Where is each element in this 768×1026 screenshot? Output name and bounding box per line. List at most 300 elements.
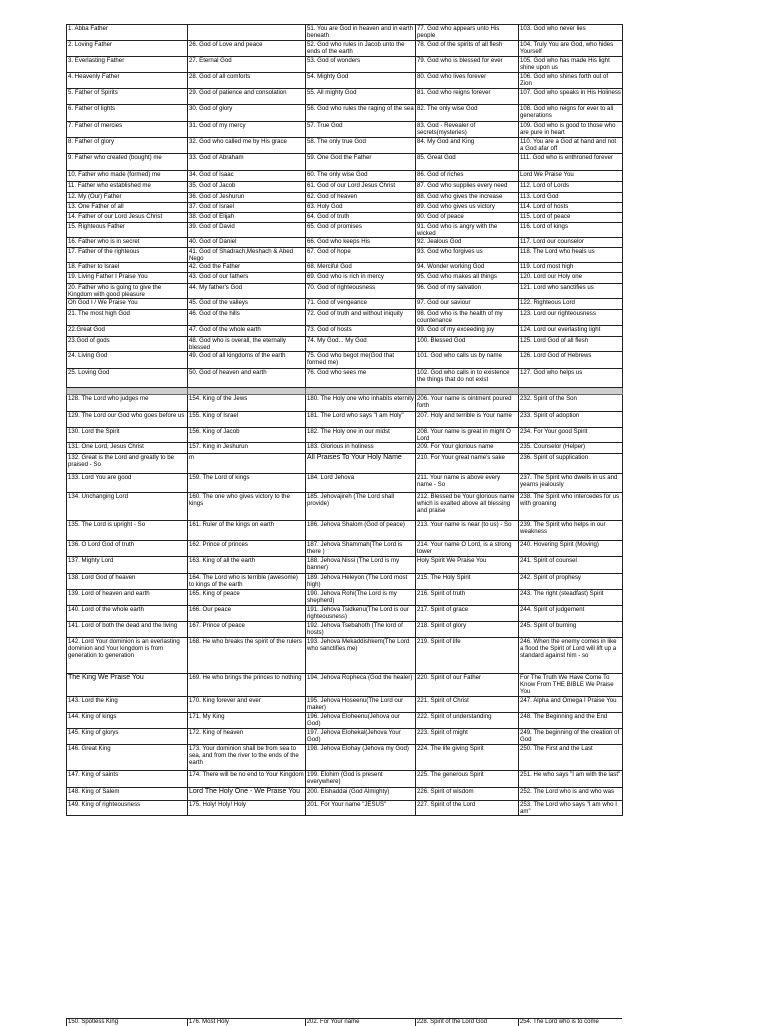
table-row bbox=[67, 182, 623, 193]
table-cell: 125. Lord God of all flesh bbox=[519, 337, 623, 352]
footer-cell: 150. Spotless King bbox=[66, 1019, 187, 1026]
table-cell: 112. Lord of Lords bbox=[519, 182, 623, 193]
table-cell: 4. Heavenly Father bbox=[67, 73, 188, 89]
table-cell: 27. Eternal God bbox=[188, 57, 306, 73]
table-cell: 24. Living God bbox=[67, 352, 188, 369]
table-cell: 20. Father who is going to give the Kingdom with good pleasure bbox=[67, 284, 188, 299]
table-cell: 133. Lord You are good bbox=[67, 474, 188, 493]
table-cell: 252. The Lord who is and who was bbox=[519, 788, 623, 801]
table-cell: 48. God who is overall, the eternally blessed bbox=[188, 337, 306, 352]
table-cell: 103. God who never lies bbox=[519, 25, 623, 41]
table-cell: 114. Lord of hosts bbox=[519, 203, 623, 213]
table-cell: 113. Lord God bbox=[519, 193, 623, 203]
table-cell: 67. God of hope bbox=[306, 248, 416, 263]
table-cell: 82. The only wise God bbox=[416, 105, 519, 122]
table-cell: 59. One God the Father bbox=[306, 154, 416, 171]
table-row bbox=[67, 801, 623, 816]
table-cell: 236. Spirit of supplication bbox=[519, 454, 623, 474]
table-cell: 227. Spirit of the Lord bbox=[416, 801, 519, 816]
section-separator bbox=[67, 388, 623, 395]
table-cell: 60. The only wise God bbox=[306, 171, 416, 182]
table-cell: 55. All mighty God bbox=[306, 89, 416, 105]
table-cell: 38. God of Elijah bbox=[188, 213, 306, 223]
table-cell: 182. The Holy one in our midst bbox=[306, 428, 416, 443]
table-row bbox=[67, 193, 623, 203]
table-row bbox=[67, 263, 623, 273]
table-cell: 29. God of patience and consolation bbox=[188, 89, 306, 105]
table-cell: 191. Jehova Tsidkenu(The Lord is our righteousness) bbox=[306, 606, 416, 622]
table-cell: 184. Lord Jehova bbox=[306, 474, 416, 493]
table-cell: 173. Your dominion shall be from sea to sea, and from the river to the ends of the earth bbox=[188, 745, 306, 771]
table-cell: 58. The only true God bbox=[306, 138, 416, 154]
table-cell: 86. God of riches bbox=[416, 171, 519, 182]
table-cell: 90. God of peace bbox=[416, 213, 519, 223]
table-row bbox=[67, 590, 623, 606]
table-row bbox=[67, 352, 623, 369]
table-cell bbox=[188, 25, 306, 41]
table-row bbox=[67, 541, 623, 557]
table-row bbox=[67, 606, 623, 622]
table-cell: 169. He who brings the princes to nothing bbox=[188, 674, 306, 697]
table-row bbox=[67, 326, 623, 337]
table-cell: 49. God of all kingdoms of the earth bbox=[188, 352, 306, 369]
table-cell: 33. God of Abraham bbox=[188, 154, 306, 171]
table-cell: 241. Spirit of counsel bbox=[519, 557, 623, 574]
table-cell: 37. God of Israel bbox=[188, 203, 306, 213]
table-cell: 62. God of heaven bbox=[306, 193, 416, 203]
table-cell: 147. King of saints bbox=[67, 771, 188, 788]
table-row bbox=[67, 674, 623, 697]
table-cell: 212. Blessed be Your glorious name which is exalted above all blessing and praise bbox=[416, 493, 519, 521]
table-row bbox=[67, 713, 623, 729]
table-cell: 126. Lord God of Hebrews bbox=[519, 352, 623, 369]
table-cell: 73. God of hosts bbox=[306, 326, 416, 337]
table-cell: 57. True God bbox=[306, 122, 416, 138]
table-cell: 192. Jehova Tsebahoth (The lord of hosts) bbox=[306, 622, 416, 638]
table-row bbox=[67, 284, 623, 299]
table-cell: 170. King forever and ever bbox=[188, 697, 306, 713]
table-cell: 223. Spirit of might bbox=[416, 729, 519, 745]
table-cell: 165. King of peace bbox=[188, 590, 306, 606]
table-cell: 220. Spirit of our Father bbox=[416, 674, 519, 697]
table-cell: 221. Spirit of Christ bbox=[416, 697, 519, 713]
table-cell: 232. Spirit of the Son bbox=[519, 395, 623, 412]
table-row bbox=[67, 428, 623, 443]
table-cell: 42. God the Father bbox=[188, 263, 306, 273]
table-cell: 183. Glorious in holiness bbox=[306, 443, 416, 454]
table-cell: 21. The most high God bbox=[67, 310, 188, 326]
table-cell: 18. Father to Israel bbox=[67, 263, 188, 273]
table-cell: 12. My (Our) Father bbox=[67, 193, 188, 203]
table-cell: 50. God of heaven and earth bbox=[188, 369, 306, 388]
table-cell: 193. Jehova Mekaddishkem(The Lord who sanctifies me) bbox=[306, 638, 416, 674]
table-cell: 94. Wonder working God bbox=[416, 263, 519, 273]
table-cell: 80. God who lives forever bbox=[416, 73, 519, 89]
table-cell: 71. God of vengeance bbox=[306, 299, 416, 310]
table-cell: 141. Lord of both the dead and the living bbox=[67, 622, 188, 638]
table-row bbox=[67, 171, 623, 182]
table-cell: 237. The Spirit who dwells in us and yearns jealously bbox=[519, 474, 623, 493]
table-row bbox=[67, 122, 623, 138]
table-cell: 109. God who is good to those who are pure in heart bbox=[519, 122, 623, 138]
table-cell: 88. God who gives the increase bbox=[416, 193, 519, 203]
table-cell: 8. Father of glory bbox=[67, 138, 188, 154]
table-cell: 216. Spirit of truth bbox=[416, 590, 519, 606]
table-cell: 160. The one who gives victory to the kings bbox=[188, 493, 306, 521]
table-cell: 9. Father who created (bought) me bbox=[67, 154, 188, 171]
table-cell: 111. God who is enthroned forever bbox=[519, 154, 623, 171]
table-cell: 249. The beginning of the creation of God bbox=[519, 729, 623, 745]
table-row bbox=[67, 248, 623, 263]
table-cell: 209. For Your glorious name bbox=[416, 443, 519, 454]
table-cell: 253. The Lord who says "I am who I am" bbox=[519, 801, 623, 816]
table-cell: Lord We Praise You bbox=[519, 171, 623, 182]
table-cell: 22.Great God bbox=[67, 326, 188, 337]
table-row bbox=[67, 395, 623, 412]
table-cell: 10. Father who made (formed) me bbox=[67, 171, 188, 182]
table-cell: 145. King of glorys bbox=[67, 729, 188, 745]
table-cell: 118. The Lord who heals us bbox=[519, 248, 623, 263]
table-cell: For The Truth We Have Come To Know From THE BIBLE We Praise You bbox=[519, 674, 623, 697]
table-cell: 54. Mighty God bbox=[306, 73, 416, 89]
table-cell: 240. Hovering Spirit (Moving) bbox=[519, 541, 623, 557]
table-cell: 84. My God and King bbox=[416, 138, 519, 154]
table-cell: 76. God who sees me bbox=[306, 369, 416, 388]
table-cell: 233. Spirit of adoption bbox=[519, 412, 623, 428]
table-cell: 23.God of gods bbox=[67, 337, 188, 352]
table-cell: 1. Abba Father bbox=[67, 25, 188, 41]
table-cell: 70. God of righteousness bbox=[306, 284, 416, 299]
table-cell: 66. God who keeps His bbox=[306, 238, 416, 248]
table-cell: 26. God of Love and peace bbox=[188, 41, 306, 57]
table-row bbox=[67, 574, 623, 590]
table-row bbox=[67, 697, 623, 713]
table-cell: 61. God of our Lord Jesus Christ bbox=[306, 182, 416, 193]
table-cell: 207. Holy and terrible is Your name bbox=[416, 412, 519, 428]
table-cell: 41. God of Shadrach,Meshach & Abed Nego bbox=[188, 248, 306, 263]
table-cell: 52. God who rules in Jacob unto the ends of the earth bbox=[306, 41, 416, 57]
table-row bbox=[67, 557, 623, 574]
table-cell: 3. Everlasting Father bbox=[67, 57, 188, 73]
table-cell: 235. Counselor (Helper) bbox=[519, 443, 623, 454]
table-row bbox=[67, 412, 623, 428]
table-cell: 159. The Lord of kings bbox=[188, 474, 306, 493]
table-cell: 45. God of the valleys bbox=[188, 299, 306, 310]
table-row bbox=[67, 443, 623, 454]
table-cell: 239. The Spirit who helps in our weakness bbox=[519, 521, 623, 541]
table-cell: m bbox=[188, 454, 306, 474]
table-cell: 19. Living Father I Praise You bbox=[67, 273, 188, 284]
table-cell: 238. The Spirit who intercedes for us with groaning bbox=[519, 493, 623, 521]
table-cell: 81. God who reigns forever bbox=[416, 89, 519, 105]
table-cell: 32. God who called me by His grace bbox=[188, 138, 306, 154]
table-cell: 181. The Lord who says "I am Holy" bbox=[306, 412, 416, 428]
table-cell: 105. God who has made His light shine upon us bbox=[519, 57, 623, 73]
table-cell: 201. For Your name "JESUS" bbox=[306, 801, 416, 816]
table-cell: 196. Jehova Eloheenu(Jehova our God) bbox=[306, 713, 416, 729]
table-cell: 107. God who speaks in His Holiness bbox=[519, 89, 623, 105]
table-cell: 75. God who begot me(God that formed me) bbox=[306, 352, 416, 369]
table-cell: 138. Lord God of heaven bbox=[67, 574, 188, 590]
table-cell: 208. Your name is great in might O Lord bbox=[416, 428, 519, 443]
table-cell: 44. My father's God bbox=[188, 284, 306, 299]
table-cell: 100. Blessed God bbox=[416, 337, 519, 352]
table-cell: 79. God who is blessed for ever bbox=[416, 57, 519, 73]
table-cell: 248. The Beginning and the End bbox=[519, 713, 623, 729]
table-cell: 199. Elohim (God is present everywhere) bbox=[306, 771, 416, 788]
table-cell: 166. Our peace bbox=[188, 606, 306, 622]
table-cell: 139. Lord of heaven and earth bbox=[67, 590, 188, 606]
table-cell: 222. Spirit of understanding bbox=[416, 713, 519, 729]
table-cell: 87. God who supplies every need bbox=[416, 182, 519, 193]
table-cell: 161. Ruler of the kings on earth bbox=[188, 521, 306, 541]
table-cell: 157. King in Jeshurun bbox=[188, 443, 306, 454]
table-row bbox=[67, 213, 623, 223]
table-cell: 56. God who rules the raging of the sea bbox=[306, 105, 416, 122]
table-cell: 214. Your name O Lord, is a strong tower bbox=[416, 541, 519, 557]
table-cell: 244. Spirit of judgement bbox=[519, 606, 623, 622]
table-cell: 110. You are a God at hand and not a God afar off bbox=[519, 138, 623, 154]
table-cell: 106. God who shines forth out of Zion bbox=[519, 73, 623, 89]
table-cell: 188. Jehova Nissi (The Lord is my banner) bbox=[306, 557, 416, 574]
table-cell: 129. The Lord our God who goes before us bbox=[67, 412, 188, 428]
table-cell: 211. Your name is above every name - So bbox=[416, 474, 519, 493]
table-cell: 97. God our saviour bbox=[416, 299, 519, 310]
table-cell: 123. Lord our righteousness bbox=[519, 310, 623, 326]
table-cell: 7. Father of mercies bbox=[67, 122, 188, 138]
table-cell: 53. God of wonders bbox=[306, 57, 416, 73]
table-cell: 190. Jehova Rohi(The Lord is my shepherd) bbox=[306, 590, 416, 606]
table-row bbox=[67, 369, 623, 388]
table-cell: 218. Spirit of glory bbox=[416, 622, 519, 638]
table-row bbox=[67, 474, 623, 493]
table-cell: 132. Great is the Lord and greatly to be praised - So bbox=[67, 454, 188, 474]
table-cell: 104. Truly You are God, who hides Yourself bbox=[519, 41, 623, 57]
table-cell: 242. Spirit of prophesy bbox=[519, 574, 623, 590]
table-cell: 174. There will be no end to Your Kingdom bbox=[188, 771, 306, 788]
table-row bbox=[67, 729, 623, 745]
table-cell: 89. God who gives us victory bbox=[416, 203, 519, 213]
table-cell: 198. Jehova Elohay (Jehova my God) bbox=[306, 745, 416, 771]
table-cell: The King We Praise You bbox=[67, 674, 188, 697]
table-cell: 217. Spirit of grace bbox=[416, 606, 519, 622]
table-row bbox=[67, 454, 623, 474]
table-cell: 234. For Your good Spirit bbox=[519, 428, 623, 443]
table-cell: 144. King of kings bbox=[67, 713, 188, 729]
footer-cell: 228. Spirit of the Lord God bbox=[415, 1019, 518, 1026]
table-cell: 121. Lord who sanctifies us bbox=[519, 284, 623, 299]
table-cell: 162. Prince of princes bbox=[188, 541, 306, 557]
table-cell: 195. Jehova Hoseenu(The Lord our maker) bbox=[306, 697, 416, 713]
table-cell: 171. My King bbox=[188, 713, 306, 729]
table-row bbox=[67, 493, 623, 521]
table-cell: 185. Jehovajireh (The Lord shall provide) bbox=[306, 493, 416, 521]
table-cell: 120. Lord our Holy one bbox=[519, 273, 623, 284]
table-cell: 98. God who is the health of my countenance bbox=[416, 310, 519, 326]
table-cell: 36. God of Jeshurun bbox=[188, 193, 306, 203]
table-cell: 72. God of truth and without iniquity bbox=[306, 310, 416, 326]
table-cell: 65. God of promises bbox=[306, 223, 416, 238]
table-row bbox=[67, 89, 623, 105]
table-cell: 108. God who reigns for ever to all generations bbox=[519, 105, 623, 122]
table-row bbox=[67, 223, 623, 238]
table-cell: 149. King of righteousness bbox=[67, 801, 188, 816]
table-cell: 78. God of the spirits of all flesh bbox=[416, 41, 519, 57]
table-cell: 137. Mighty Lord bbox=[67, 557, 188, 574]
table-row bbox=[67, 771, 623, 788]
table-cell: 46. God of the hills bbox=[188, 310, 306, 326]
table-cell: 247. Alpha and Omega I Praise You bbox=[519, 697, 623, 713]
table-cell: 245. Spirit of burning bbox=[519, 622, 623, 638]
table-cell: 251. He who says "I am with the last" bbox=[519, 771, 623, 788]
table-cell: 35. God of Jacob bbox=[188, 182, 306, 193]
table-row bbox=[67, 138, 623, 154]
table-cell: 163. King of all the earth bbox=[188, 557, 306, 574]
table-cell: 96. God of my salvation bbox=[416, 284, 519, 299]
table-cell: Oh God I / We Praise You bbox=[67, 299, 188, 310]
table-cell: 28. God of all comforts bbox=[188, 73, 306, 89]
table-row bbox=[67, 337, 623, 352]
table-cell: 175. Holy! Holy! Holy bbox=[188, 801, 306, 816]
table-row bbox=[67, 788, 623, 801]
table-cell: 226. Spirit of wisdom bbox=[416, 788, 519, 801]
table-cell: 31. God of my mercy bbox=[188, 122, 306, 138]
table-row bbox=[67, 41, 623, 57]
table-cell: 194. Jehova Ropheca (God the healer) bbox=[306, 674, 416, 697]
table-cell: 93. God who forgives us bbox=[416, 248, 519, 263]
table-cell: 122. Righteous Lord bbox=[519, 299, 623, 310]
table-cell: 119. Lord most high bbox=[519, 263, 623, 273]
footer-cell: 202. For Your name bbox=[305, 1019, 415, 1026]
table-cell: Holy Spirit We Praise You bbox=[416, 557, 519, 574]
table-cell: 34. God of Isaac bbox=[188, 171, 306, 182]
table-cell: 40. God of Daniel bbox=[188, 238, 306, 248]
table-cell: 200. Elshaddai (God Almighty) bbox=[306, 788, 416, 801]
table-cell: 148. King of Salem bbox=[67, 788, 188, 801]
table-cell: 39. God of David bbox=[188, 223, 306, 238]
table-cell: 74. My God... My God bbox=[306, 337, 416, 352]
table-cell: 189. Jehova Heleyon (The Lord most high) bbox=[306, 574, 416, 590]
table-cell: 219. Spirit of life bbox=[416, 638, 519, 674]
table-cell: 128. The Lord who judges me bbox=[67, 395, 188, 412]
table-cell: 140. Lord of the whole earth bbox=[67, 606, 188, 622]
table-cell: 130. Lord the Spirit bbox=[67, 428, 188, 443]
table-row bbox=[67, 57, 623, 73]
table-cell: 143. Lord the King bbox=[67, 697, 188, 713]
table-row bbox=[67, 310, 623, 326]
table-cell: 15. Righteous Father bbox=[67, 223, 188, 238]
table-cell: 43. God of our fathers bbox=[188, 273, 306, 284]
table-cell: 134. Unchanging Lord bbox=[67, 493, 188, 521]
table-row bbox=[67, 299, 623, 310]
table-cell: 250. The First and the Last bbox=[519, 745, 623, 771]
table-cell: 168. He who breaks the spirit of the rulers bbox=[188, 638, 306, 674]
table-cell: 225. The generous Spirit bbox=[416, 771, 519, 788]
table-row bbox=[67, 745, 623, 771]
table-cell: 102. God who calls in to existence the things that do not exist bbox=[416, 369, 519, 388]
table-cell: 186. Jehova Shalom (God of peace) bbox=[306, 521, 416, 541]
table-cell: 25. Loving God bbox=[67, 369, 188, 388]
table-cell: Lord The Holy One - We Praise You bbox=[188, 788, 306, 801]
table-cell: 164. The Lord who is terrible (awesome) to kings of the earth bbox=[188, 574, 306, 590]
table-cell: 154. King of the Jews bbox=[188, 395, 306, 412]
table-cell: 131. One Lord, Jesus Christ bbox=[67, 443, 188, 454]
table-cell: 85. Great God bbox=[416, 154, 519, 171]
table-cell: 187. Jehova Shammah(The Lord is there ) bbox=[306, 541, 416, 557]
table-cell: 68. Merciful God bbox=[306, 263, 416, 273]
table-row bbox=[67, 521, 623, 541]
table-cell: 197. Jehova Elohekal(Jehova Your God) bbox=[306, 729, 416, 745]
table-cell: 156. King of Jacob bbox=[188, 428, 306, 443]
table-cell: 172. King of heaven bbox=[188, 729, 306, 745]
table-cell: 5. Father of Spirits bbox=[67, 89, 188, 105]
table-cell: 117. Lord our counselor bbox=[519, 238, 623, 248]
table-cell: 13. One Father of all bbox=[67, 203, 188, 213]
table-cell: 135. The Lord is upright - So bbox=[67, 521, 188, 541]
table-cell: 124. Lord our everlasting light bbox=[519, 326, 623, 337]
table-cell: 6. Father of lights bbox=[67, 105, 188, 122]
table-cell: 30. God of glory bbox=[188, 105, 306, 122]
names-of-god-table bbox=[66, 24, 623, 816]
table-row bbox=[67, 105, 623, 122]
table-row bbox=[67, 238, 623, 248]
cut-off-next-page-row bbox=[66, 1018, 622, 1026]
table-cell: 51. You are God in heaven and in earth beneath bbox=[306, 25, 416, 41]
table-row bbox=[67, 622, 623, 638]
table-cell: 116. Lord of kings bbox=[519, 223, 623, 238]
table-cell: 69. God who is rich in mercy bbox=[306, 273, 416, 284]
table-cell: 101. God who calls us by name bbox=[416, 352, 519, 369]
footer-cell: 176. Most Holy bbox=[187, 1019, 305, 1026]
table-cell: All Praises To Your Holy Name bbox=[306, 454, 416, 474]
table-cell: 155. King of Israel bbox=[188, 412, 306, 428]
table-row bbox=[67, 73, 623, 89]
table-cell: 77. God who appears unto His people bbox=[416, 25, 519, 41]
table-cell: 16. Father who is in secret bbox=[67, 238, 188, 248]
table-cell: 83. God - Revealer of secrets(mysteries) bbox=[416, 122, 519, 138]
table-cell: 127. God who helps us bbox=[519, 369, 623, 388]
table-cell: 14. Father of our Lord Jesus Christ bbox=[67, 213, 188, 223]
table-row bbox=[67, 203, 623, 213]
table-cell: 146. Great King bbox=[67, 745, 188, 771]
table-cell: 47. God of the whole earth bbox=[188, 326, 306, 337]
table-row bbox=[67, 154, 623, 171]
table-cell: 115. Lord of peace bbox=[519, 213, 623, 223]
table-cell: 224. The life giving Spirit bbox=[416, 745, 519, 771]
table-cell: 63. Holy God bbox=[306, 203, 416, 213]
footer-cell: 254. The Lord who is to come bbox=[518, 1019, 622, 1026]
table-cell: 246. When the enemy comes in like a flood the Spirit of Lord will lift up a standard against him - so bbox=[519, 638, 623, 674]
table-cell: 180. The Holy one who inhabits eternity bbox=[306, 395, 416, 412]
table-cell: 215. The Holy Spirit bbox=[416, 574, 519, 590]
table-row bbox=[67, 638, 623, 674]
table-cell: 95. God who makes all things bbox=[416, 273, 519, 284]
table-cell: 2. Loving Father bbox=[67, 41, 188, 57]
table-cell: 17. Father of the righteous bbox=[67, 248, 188, 263]
table-row bbox=[67, 273, 623, 284]
table-cell: 136. O Lord God of truth bbox=[67, 541, 188, 557]
table-cell: 213. Your name is near (to us) - So bbox=[416, 521, 519, 541]
table-cell: 206. Your name is ointment poured forth bbox=[416, 395, 519, 412]
table-cell: 92. Jealous God bbox=[416, 238, 519, 248]
table-cell: 64. God of truth bbox=[306, 213, 416, 223]
table-cell: 167. Prince of peace bbox=[188, 622, 306, 638]
table-cell: 91. God who is angry with the wicked bbox=[416, 223, 519, 238]
table-cell: 243. The right (steadfast) Spirit bbox=[519, 590, 623, 606]
table-cell: 142. Lord Your dominion is an everlasting dominion and Your kingdom is from generation to generation bbox=[67, 638, 188, 674]
table-cell: 210. For Your great name's sake bbox=[416, 454, 519, 474]
table-cell: 99. God of my exceeding joy bbox=[416, 326, 519, 337]
